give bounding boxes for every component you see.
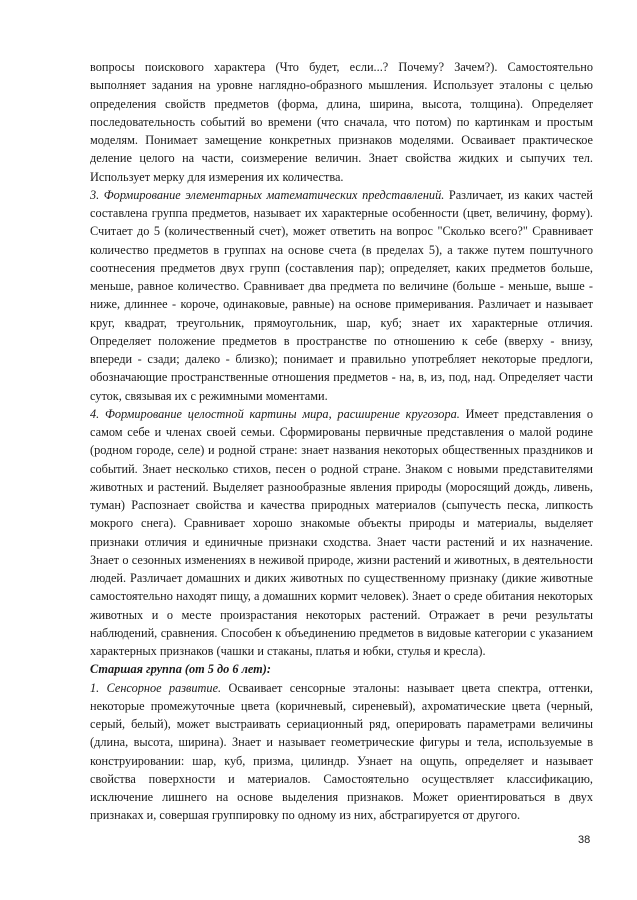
sensory-text: Осваивает сенсорные эталоны: называет цвета спектра, оттенки, некоторые промежуточные цвета (коричневый, сиреневый), ахроматические цвета (черный, серый, белый), может выстраивать сериационный ряд, оперировать параметрами величины (длина, высота, ширина). Знает и называет геометрические фигуры и тела, используемые в конструировании: шар, куб, призма, цилиндр. Узнает на ощупь, определяет и называет свойства поверхности и материалов. Самостоятельно осуществляет классификацию, исключение лишнего на основе выделения признаков. Может ориентироваться в двух признаках и, совершая группировку по одному из них, абстрагируется от другого. bbox=[90, 680, 594, 823]
section-3-heading: 3. Формирование элементарных математических представлений. bbox=[90, 187, 445, 202]
section-4-paragraph bbox=[90, 405, 593, 661]
sensory-paragraph bbox=[90, 679, 593, 825]
older-group-title: Старшая группа (от 5 до 6 лет): bbox=[90, 662, 271, 677]
page-number: 38 bbox=[578, 834, 591, 846]
intro-paragraph: вопросы поискового характера (Что будет, если...? Почему? Зачем?). Самостоятельно выполняет задания на уровне наглядно-образного мышления. Использует эталоны с целью определения свойств предметов (форма, длина, ширина, высота, толщина). Определяет последовательность событий во времени (что сначала, что потом) по картинкам и простым моделям. Понимает замещение конкретных признаков моделями. Осваивает практическое деление целого на части, соизмерение величин. Знает свойства жидких и сыпучих тел. Использует мерку для измерения их количества. bbox=[90, 60, 593, 184]
document-body bbox=[90, 58, 593, 825]
section-3-text: Различает, из каких частей составлена группа предметов, называет их характерные особенности (цвет, величину, форму). Считает до 5 (количественный счет), может ответить на вопрос "Сколько всего?" Сравнивает количество предметов в группах на основе счета (в пределах 5), а также путем поштучного соотнесения предметов двух групп (составления пар); определяет, каких предметов больше, меньше, равное количество. Сравнивает два предмета по величине (больше - меньше, выше - ниже, длиннее - короче, одинаковые, равные) на основе примеривания. Различает и называет круг, квадрат, треугольник, прямоугольник, шар, куб; знает их характерные отличия. Определяет положение предметов в пространстве по отношению к себе (вверху - внизу, впереди - сзади; далеко - близко); понимает и правильно употребляет некоторые предлоги, обозначающие пространственные отношения предметов - на, в, из, под, над. Определяет части суток, связывая их с режимными моментами. bbox=[90, 187, 593, 403]
sensory-heading: 1. Сенсорное развитие. bbox=[90, 680, 222, 695]
section-4-text: Имеет представления о самом себе и членах своей семьи. Сформированы первичные представления о малой родине (родном городе, селе) и родной стране: знает названия некоторых общественных праздников и событий. Знает несколько стихов, песен о родной стране. Знаком с новыми представителями животных и растений. Выделяет разнообразные явления природы (моросящий дождь, ливень, туман) Распознает свойства и качества природных материалов (сыпучесть песка, липкость мокрого снега). Сравнивает хорошо знакомые объекты природы и материалы, выделяет признаки отличия и единичные признаки сходства. Знает части растений и их назначение. Знает о сезонных изменениях в неживой природе, жизни растений и животных, в деятельности людей. Различает домашних и диких животных по существенному признаку (дикие животные самостоятельно находят пищу, а домашних кормит человек). Знает о среде обитания некоторых животных и о месте произрастания некоторых растений. Отражает в речи результаты наблюдений, сравнения. Способен к объединению предметов в видовые категории с указанием характерных признаков (чашки и стаканы, платья и юбки, стулья и кресла). bbox=[90, 406, 593, 658]
section-3-paragraph bbox=[90, 186, 593, 405]
section-4-heading: 4. Формирование целостной картины мира, расширение кругозора. bbox=[90, 406, 460, 421]
